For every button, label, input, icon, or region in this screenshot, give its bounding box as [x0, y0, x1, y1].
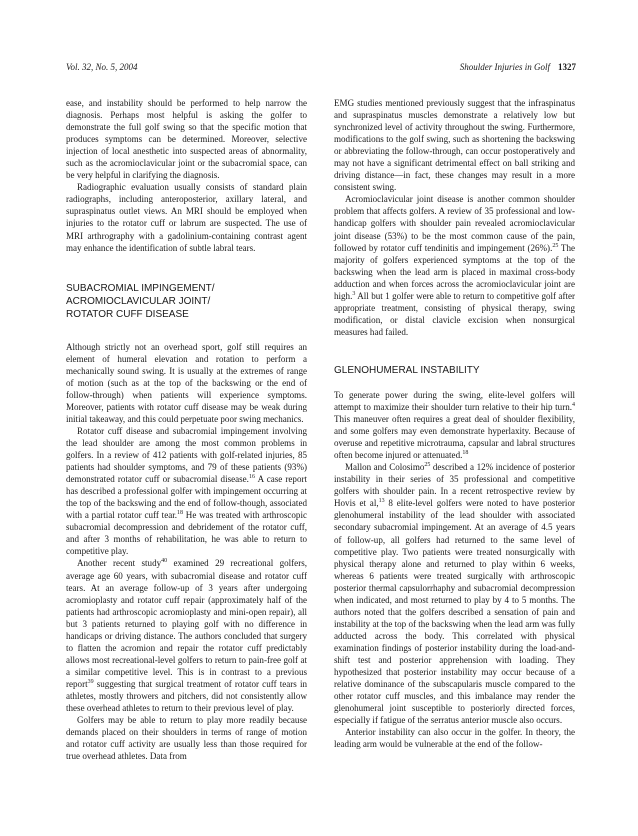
section-heading-glenohumeral: GLENOHUMERAL INSTABILITY — [334, 364, 480, 376]
paragraph: ease, and instability should be performed to help narrow the diagnosis. Perhaps most helpful is asking the golfer to demonstrate the full golf swing so that the specific motion that produces symptoms can be determined. Moreover, selective injection of local anesthetic into suspected areas of abnormality, such as the acromioclavicular joint or the subacromial space, can be very helpful in clarifying the diagnosis. — [66, 98, 307, 181]
running-title: Shoulder Injuries in Golf — [459, 62, 550, 72]
paragraph: Anterior instability can also occur in the golfer. In theory, the leading arm would be vulnerable at the end of the follow- — [334, 727, 575, 750]
citation-ref: 40 — [161, 558, 168, 565]
citation-ref: 16 — [248, 474, 255, 481]
paragraph — [66, 425, 307, 558]
citation-ref: 39 — [87, 678, 94, 685]
paragraph: EMG studies mentioned previously suggest that the infraspinatus and supraspinatus muscles demonstrate a relatively low but synchronized level of activity throughout the swing. Furthermore, modifications to the golf swing, such as shortening the backswing or abbreviating the follow-through, can occur postoperatively and may not have a significant detrimental effect on ball striking and driving distance—in fact, these changes may result in a more consistent swing. — [334, 98, 575, 193]
paragraph — [334, 389, 575, 461]
text-run: Another recent study — [77, 558, 162, 569]
running-header — [66, 62, 576, 76]
citation-ref: 3 — [352, 290, 356, 297]
text-run: He was treated with arthroscopic subacromial decompression and debridement of the rotator cuff, and after 3 months of rehabilitation, he was able to return to competitive play. — [66, 510, 307, 557]
running-title-block — [460, 62, 576, 72]
paragraph — [334, 193, 575, 338]
citation-ref: 25 — [552, 242, 559, 249]
paragraph: Golfers may be able to return to play more readily because demands placed on their shoulders in terms of range of motion and rotator cuff activity are usually less than those required for true overhead athletes. Data from — [66, 715, 307, 762]
text-run: The majority of golfers experienced symptoms at the top of the backswing when the lead arm is placed in maximal cross-body adduction and when forces across the acromioclavicular joint are high. — [334, 242, 575, 301]
paragraph: Radiographic evaluation usually consists of standard plain radiographs, including anteroposterior, axillary lateral, and supraspinatus outlet views. An MRI should be employed when injuries to the rotator cuff or labrum are suspected. The use of MRI arthrography with a gadolinium-containing contrast agent may enhance the identification of subtle labral tears. — [66, 182, 307, 253]
heading-line: ROTATOR CUFF DISEASE — [66, 308, 189, 320]
text-run: suggesting that surgical treatment of rotator cuff tears in athletes, mostly throwers and pitchers, did not consistently allow these overhead athletes to return to their previous level of play. — [66, 678, 307, 714]
journal-citation: Vol. 32, No. 5, 2004 — [66, 62, 138, 72]
heading-line: SUBACROMIAL IMPINGEMENT/ — [66, 282, 215, 294]
text-run: This maneuver often requires a great deal of shoulder flexibility, and some golfers may even demonstrate hyperlaxity. Because of overuse and repetitive microtrauma, capsular and labral structures often become injured or attenuated. — [334, 414, 575, 461]
text-run: A case report has described a professional golfer with impingement occurring at the top of the backswing and the end of follow-though, associated with a partial rotator cuff tear. — [66, 474, 307, 521]
citation-ref: 18 — [462, 450, 469, 457]
text-run: 8 elite-level golfers were noted to have posterior glenohumeral instability of the lead shoulder with associated secondary subacromial impingement. At an average of 4.5 years of follow-up, all golfers had returned to the same level of competitive play. Two patients were treated nonsurgically with physical therapy alone and returned to play within 6 weeks, whereas 6 patients were treated surgically with arthroscopic posterior thermal capsulorrhaphy and subacromial decompression when indicated, and most returned to play by 4 to 5 months. The authors noted that the golfers described a sensation of pain and instability at the top of the backswing when the lead arm was fully adducted across the body. This correlated with physical examination findings of posterior instability during the load-and-shift test and posterior apprehension with loading. They hypothesized that posterior instability may occur because of a relative dominance of the subscapularis muscle compared to the other rotator cuff muscles, and this imbalance may render the glenohumeral joint susceptible to posteriorly directed forces, especially if fatigue of the serratus anterior muscle also occurs. — [334, 498, 575, 726]
page-number: 1327 — [558, 62, 576, 72]
text-run: Acromioclavicular joint disease is another common shoulder problem that affects golfers. A review of 35 professional and low-handicap golfers with shoulder pain revealed acromioclavicular joint disease (53%) to be the most common cause of the pain, followed by rotator cuff tendinitis and impingement (26%). — [334, 194, 575, 253]
text-run: Rotator cuff disease and subacromial impingement involving the lead shoulder are among the most common problems in golfers. In a review of 412 patients with golf-related injuries, 85 patients had shoulder symptoms, and 79 of these patients (93%) demonstrated rotator cuff or subacromial disease. — [66, 425, 307, 485]
section-heading-subacromial — [66, 282, 307, 321]
right-column — [334, 97, 575, 750]
text-run: All but 1 golfer were able to return to competitive golf after appropriate treatment, consisting of physical therapy, swing modification, or distal clavicle excision when nonsurgical measures had failed. — [334, 290, 575, 337]
left-column — [66, 97, 307, 762]
text-run: To generate power during the swing, elite-level golfers will attempt to maximize their shoulder turn relative to their hip turn. — [334, 389, 575, 412]
text-run: examined 29 recreational golfers, average age 60 years, with subacromial disease and rotator cuff tears. At an average follow-up of 3 years after undergoing acromioplasty and rotator cuff repair (approximately half of the patients had arthroscopic acromioplasty and mini-open repair), all but 3 patients returned to playing golf with no difference in handicaps or driving distance. The authors concluded that surgery to flatten the acromion and repair the rotator cuff predictably allows most recreational-level golfers to return to pain-free golf at a similar competitive level. This is in contrast to a previous report — [66, 558, 307, 689]
citation-ref: 13 — [378, 498, 385, 505]
citation-ref: 4 — [572, 401, 575, 408]
paragraph — [66, 557, 307, 714]
heading-line: ACROMIOCLAVICULAR JOINT/ — [66, 295, 211, 307]
text-run: described a 12% incidence of posterior instability in their series of 35 professional and competitive golfers with shoulder pain. In a recent retrospective review by Hovis et al, — [334, 462, 575, 509]
citation-ref: 18 — [177, 510, 183, 517]
citation-ref: 25 — [424, 462, 431, 469]
paragraph: Although strictly not an overhead sport, golf still requires an element of humeral elevation and rotation to perform a mechanically sound swing. It is usually at the extremes of range of motion (such as at the top of the backswing or the end of follow-through) when patients will experience symptoms. Moreover, patients with rotator cuff disease may be weak during initial takeaway, and this could perpetuate poor swing mechanics. — [66, 341, 307, 424]
paragraph — [334, 461, 575, 726]
text-run: Mallon and Colosimo — [345, 462, 425, 473]
